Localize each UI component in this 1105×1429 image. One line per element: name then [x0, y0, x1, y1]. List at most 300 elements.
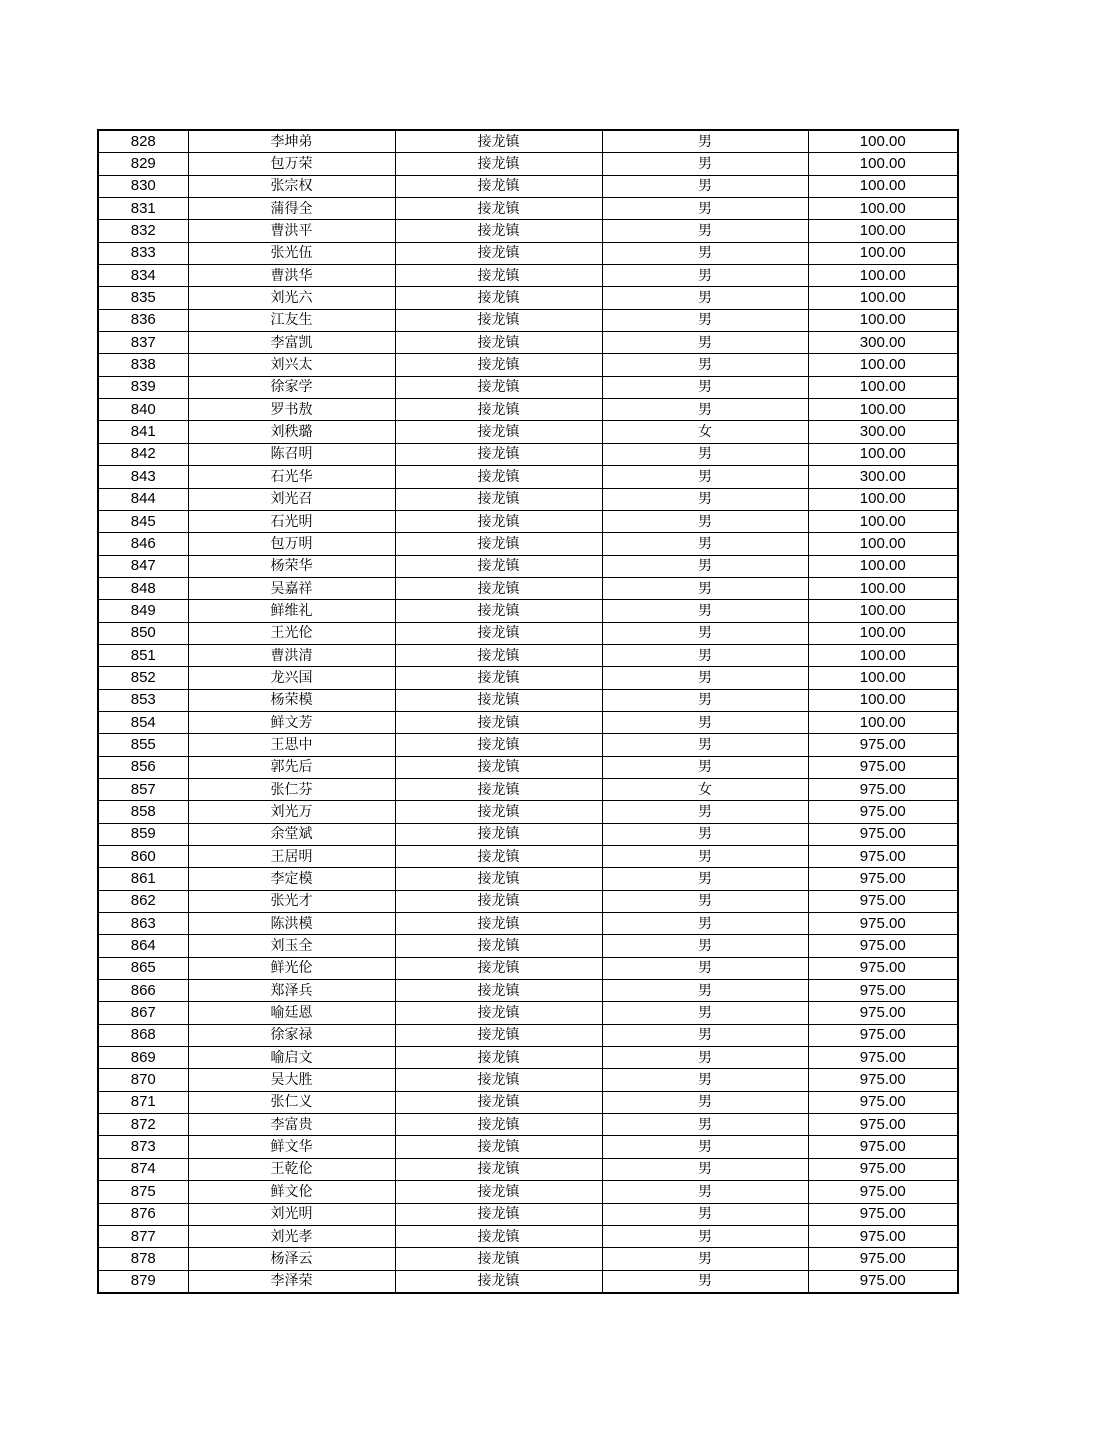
table-row — [98, 1203, 958, 1225]
table-row — [98, 421, 958, 443]
table-row — [98, 1047, 958, 1069]
cell-town: 接龙镇 — [395, 823, 602, 845]
cell-name: 王居明 — [188, 846, 395, 868]
cell-amount: 100.00 — [808, 376, 958, 398]
table-row — [98, 890, 958, 912]
cell-amount: 100.00 — [808, 488, 958, 510]
cell-number: 854 — [98, 711, 188, 733]
cell-name: 杨荣模 — [188, 689, 395, 711]
cell-gender: 男 — [602, 868, 808, 890]
cell-number: 874 — [98, 1158, 188, 1180]
cell-town: 接龙镇 — [395, 130, 602, 153]
cell-gender: 男 — [602, 890, 808, 912]
cell-name: 郭先后 — [188, 756, 395, 778]
cell-town: 接龙镇 — [395, 309, 602, 331]
cell-amount: 100.00 — [808, 242, 958, 264]
cell-town: 接龙镇 — [395, 421, 602, 443]
cell-gender: 男 — [602, 130, 808, 153]
cell-town: 接龙镇 — [395, 868, 602, 890]
table-row — [98, 778, 958, 800]
table-row — [98, 332, 958, 354]
table-row — [98, 466, 958, 488]
cell-gender: 女 — [602, 778, 808, 800]
table-row — [98, 1069, 958, 1091]
cell-amount: 975.00 — [808, 868, 958, 890]
cell-number: 842 — [98, 443, 188, 465]
cell-number: 838 — [98, 354, 188, 376]
cell-name: 曹洪清 — [188, 644, 395, 666]
table-row — [98, 846, 958, 868]
cell-gender: 男 — [602, 466, 808, 488]
cell-amount: 975.00 — [808, 778, 958, 800]
table-row — [98, 443, 958, 465]
cell-gender: 男 — [602, 1136, 808, 1158]
cell-gender: 男 — [602, 153, 808, 175]
cell-gender: 男 — [602, 265, 808, 287]
cell-amount: 975.00 — [808, 957, 958, 979]
table-row — [98, 399, 958, 421]
cell-amount: 100.00 — [808, 443, 958, 465]
cell-number: 858 — [98, 801, 188, 823]
data-table — [97, 129, 959, 1294]
table-row — [98, 823, 958, 845]
table-row — [98, 153, 958, 175]
cell-town: 接龙镇 — [395, 1091, 602, 1113]
cell-gender: 男 — [602, 622, 808, 644]
cell-amount: 100.00 — [808, 622, 958, 644]
cell-town: 接龙镇 — [395, 935, 602, 957]
cell-town: 接龙镇 — [395, 242, 602, 264]
cell-number: 834 — [98, 265, 188, 287]
cell-number: 870 — [98, 1069, 188, 1091]
cell-name: 包万明 — [188, 533, 395, 555]
cell-number: 864 — [98, 935, 188, 957]
cell-amount: 975.00 — [808, 935, 958, 957]
cell-name: 鲜文伦 — [188, 1181, 395, 1203]
cell-name: 刘光六 — [188, 287, 395, 309]
cell-name: 张仁义 — [188, 1091, 395, 1113]
table-row — [98, 935, 958, 957]
cell-name: 张光才 — [188, 890, 395, 912]
table-row — [98, 354, 958, 376]
cell-amount: 100.00 — [808, 644, 958, 666]
cell-number: 869 — [98, 1047, 188, 1069]
cell-number: 831 — [98, 198, 188, 220]
cell-town: 接龙镇 — [395, 466, 602, 488]
table-row — [98, 577, 958, 599]
cell-amount: 975.00 — [808, 1024, 958, 1046]
cell-town: 接龙镇 — [395, 801, 602, 823]
cell-town: 接龙镇 — [395, 198, 602, 220]
cell-number: 844 — [98, 488, 188, 510]
cell-amount: 100.00 — [808, 309, 958, 331]
cell-number: 835 — [98, 287, 188, 309]
table-row — [98, 287, 958, 309]
cell-gender: 男 — [602, 600, 808, 622]
cell-name: 张仁芬 — [188, 778, 395, 800]
table-row — [98, 309, 958, 331]
cell-number: 863 — [98, 913, 188, 935]
cell-town: 接龙镇 — [395, 756, 602, 778]
cell-name: 刘光明 — [188, 1203, 395, 1225]
cell-name: 王乾伦 — [188, 1158, 395, 1180]
table-body — [98, 130, 958, 1293]
cell-amount: 975.00 — [808, 1248, 958, 1270]
cell-town: 接龙镇 — [395, 913, 602, 935]
table-row — [98, 1091, 958, 1113]
cell-name: 李定模 — [188, 868, 395, 890]
cell-gender: 男 — [602, 667, 808, 689]
cell-number: 875 — [98, 1181, 188, 1203]
cell-name: 吴嘉祥 — [188, 577, 395, 599]
cell-number: 857 — [98, 778, 188, 800]
table-row — [98, 1158, 958, 1180]
cell-number: 841 — [98, 421, 188, 443]
cell-name: 刘玉全 — [188, 935, 395, 957]
cell-number: 866 — [98, 980, 188, 1002]
cell-amount: 300.00 — [808, 332, 958, 354]
cell-amount: 100.00 — [808, 600, 958, 622]
cell-amount: 100.00 — [808, 689, 958, 711]
table-row — [98, 1181, 958, 1203]
cell-town: 接龙镇 — [395, 1248, 602, 1270]
table-row — [98, 242, 958, 264]
cell-gender: 男 — [602, 1002, 808, 1024]
cell-name: 陈召明 — [188, 443, 395, 465]
cell-gender: 男 — [602, 1225, 808, 1247]
cell-amount: 975.00 — [808, 1181, 958, 1203]
table-row — [98, 376, 958, 398]
cell-name: 王思中 — [188, 734, 395, 756]
table-row — [98, 1136, 958, 1158]
cell-number: 852 — [98, 667, 188, 689]
cell-number: 830 — [98, 175, 188, 197]
cell-town: 接龙镇 — [395, 1069, 602, 1091]
cell-amount: 975.00 — [808, 1158, 958, 1180]
cell-gender: 男 — [602, 1024, 808, 1046]
cell-name: 鲜文芳 — [188, 711, 395, 733]
cell-amount: 100.00 — [808, 399, 958, 421]
cell-town: 接龙镇 — [395, 1136, 602, 1158]
cell-name: 刘兴太 — [188, 354, 395, 376]
cell-name: 曹洪华 — [188, 265, 395, 287]
cell-number: 829 — [98, 153, 188, 175]
cell-number: 833 — [98, 242, 188, 264]
cell-name: 鲜光伦 — [188, 957, 395, 979]
cell-town: 接龙镇 — [395, 287, 602, 309]
cell-amount: 975.00 — [808, 1047, 958, 1069]
cell-town: 接龙镇 — [395, 689, 602, 711]
cell-amount: 300.00 — [808, 466, 958, 488]
cell-name: 喻廷恩 — [188, 1002, 395, 1024]
cell-town: 接龙镇 — [395, 890, 602, 912]
cell-name: 郑泽兵 — [188, 980, 395, 1002]
cell-number: 871 — [98, 1091, 188, 1113]
table-row — [98, 533, 958, 555]
cell-gender: 男 — [602, 1114, 808, 1136]
cell-town: 接龙镇 — [395, 332, 602, 354]
cell-name: 刘光万 — [188, 801, 395, 823]
cell-name: 石光明 — [188, 510, 395, 532]
table-row — [98, 175, 958, 197]
cell-amount: 975.00 — [808, 801, 958, 823]
cell-amount: 300.00 — [808, 421, 958, 443]
cell-number: 855 — [98, 734, 188, 756]
cell-name: 罗书敖 — [188, 399, 395, 421]
cell-amount: 100.00 — [808, 510, 958, 532]
cell-number: 872 — [98, 1114, 188, 1136]
cell-gender: 男 — [602, 533, 808, 555]
cell-name: 余堂斌 — [188, 823, 395, 845]
table-row — [98, 130, 958, 153]
cell-number: 868 — [98, 1024, 188, 1046]
cell-name: 刘秩璐 — [188, 421, 395, 443]
cell-number: 845 — [98, 510, 188, 532]
table-row — [98, 1114, 958, 1136]
cell-gender: 男 — [602, 1091, 808, 1113]
cell-town: 接龙镇 — [395, 1181, 602, 1203]
table-row — [98, 980, 958, 1002]
cell-name: 刘光孝 — [188, 1225, 395, 1247]
cell-name: 张光伍 — [188, 242, 395, 264]
cell-town: 接龙镇 — [395, 1225, 602, 1247]
table-row — [98, 667, 958, 689]
cell-amount: 975.00 — [808, 980, 958, 1002]
cell-town: 接龙镇 — [395, 533, 602, 555]
cell-number: 828 — [98, 130, 188, 153]
cell-town: 接龙镇 — [395, 488, 602, 510]
table-row — [98, 1225, 958, 1247]
cell-amount: 100.00 — [808, 198, 958, 220]
cell-name: 江友生 — [188, 309, 395, 331]
cell-number: 848 — [98, 577, 188, 599]
cell-name: 喻启文 — [188, 1047, 395, 1069]
cell-amount: 100.00 — [808, 220, 958, 242]
cell-name: 李泽荣 — [188, 1270, 395, 1293]
cell-town: 接龙镇 — [395, 846, 602, 868]
cell-name: 张宗权 — [188, 175, 395, 197]
cell-town: 接龙镇 — [395, 600, 602, 622]
cell-town: 接龙镇 — [395, 376, 602, 398]
cell-gender: 男 — [602, 644, 808, 666]
table-row — [98, 622, 958, 644]
cell-name: 王光伦 — [188, 622, 395, 644]
cell-name: 李富凯 — [188, 332, 395, 354]
table-row — [98, 198, 958, 220]
cell-name: 龙兴国 — [188, 667, 395, 689]
cell-gender: 男 — [602, 1270, 808, 1293]
cell-town: 接龙镇 — [395, 778, 602, 800]
table-row — [98, 734, 958, 756]
cell-town: 接龙镇 — [395, 1114, 602, 1136]
cell-town: 接龙镇 — [395, 399, 602, 421]
cell-number: 846 — [98, 533, 188, 555]
cell-gender: 男 — [602, 689, 808, 711]
cell-town: 接龙镇 — [395, 734, 602, 756]
table-row — [98, 957, 958, 979]
cell-gender: 男 — [602, 1047, 808, 1069]
cell-amount: 975.00 — [808, 734, 958, 756]
cell-gender: 男 — [602, 1181, 808, 1203]
table-row — [98, 689, 958, 711]
cell-name: 徐家禄 — [188, 1024, 395, 1046]
cell-name: 曹洪平 — [188, 220, 395, 242]
cell-gender: 男 — [602, 220, 808, 242]
cell-number: 878 — [98, 1248, 188, 1270]
cell-number: 832 — [98, 220, 188, 242]
table-row — [98, 1024, 958, 1046]
cell-town: 接龙镇 — [395, 555, 602, 577]
cell-gender: 男 — [602, 175, 808, 197]
cell-name: 包万荣 — [188, 153, 395, 175]
cell-gender: 男 — [602, 309, 808, 331]
cell-number: 876 — [98, 1203, 188, 1225]
cell-number: 860 — [98, 846, 188, 868]
cell-gender: 男 — [602, 577, 808, 599]
cell-gender: 男 — [602, 242, 808, 264]
cell-number: 847 — [98, 555, 188, 577]
cell-gender: 男 — [602, 354, 808, 376]
cell-name: 陈洪模 — [188, 913, 395, 935]
cell-gender: 男 — [602, 198, 808, 220]
cell-name: 鲜文华 — [188, 1136, 395, 1158]
cell-gender: 男 — [602, 510, 808, 532]
cell-number: 859 — [98, 823, 188, 845]
cell-amount: 975.00 — [808, 1136, 958, 1158]
cell-number: 877 — [98, 1225, 188, 1247]
cell-number: 862 — [98, 890, 188, 912]
table-row — [98, 265, 958, 287]
cell-amount: 100.00 — [808, 577, 958, 599]
cell-number: 850 — [98, 622, 188, 644]
cell-name: 杨泽云 — [188, 1248, 395, 1270]
cell-gender: 男 — [602, 488, 808, 510]
cell-gender: 男 — [602, 555, 808, 577]
cell-amount: 975.00 — [808, 756, 958, 778]
cell-name: 李富贵 — [188, 1114, 395, 1136]
cell-amount: 975.00 — [808, 1270, 958, 1293]
cell-gender: 男 — [602, 1203, 808, 1225]
cell-name: 徐家学 — [188, 376, 395, 398]
cell-gender: 男 — [602, 756, 808, 778]
cell-amount: 975.00 — [808, 1091, 958, 1113]
table-row — [98, 711, 958, 733]
table-row — [98, 868, 958, 890]
table-row — [98, 801, 958, 823]
cell-gender: 男 — [602, 332, 808, 354]
cell-number: 865 — [98, 957, 188, 979]
cell-number: 849 — [98, 600, 188, 622]
cell-gender: 男 — [602, 734, 808, 756]
cell-gender: 男 — [602, 823, 808, 845]
cell-gender: 男 — [602, 399, 808, 421]
cell-amount: 100.00 — [808, 153, 958, 175]
cell-town: 接龙镇 — [395, 175, 602, 197]
cell-amount: 975.00 — [808, 1225, 958, 1247]
cell-name: 杨荣华 — [188, 555, 395, 577]
cell-amount: 975.00 — [808, 913, 958, 935]
cell-town: 接龙镇 — [395, 957, 602, 979]
cell-gender: 男 — [602, 1248, 808, 1270]
cell-town: 接龙镇 — [395, 667, 602, 689]
cell-amount: 100.00 — [808, 667, 958, 689]
cell-name: 吴大胜 — [188, 1069, 395, 1091]
table-row — [98, 644, 958, 666]
cell-town: 接龙镇 — [395, 443, 602, 465]
cell-amount: 100.00 — [808, 175, 958, 197]
cell-amount: 100.00 — [808, 555, 958, 577]
cell-gender: 男 — [602, 913, 808, 935]
table-row — [98, 1002, 958, 1024]
cell-town: 接龙镇 — [395, 1002, 602, 1024]
cell-gender: 男 — [602, 957, 808, 979]
cell-name: 鲜维礼 — [188, 600, 395, 622]
cell-gender: 男 — [602, 711, 808, 733]
cell-amount: 100.00 — [808, 130, 958, 153]
cell-town: 接龙镇 — [395, 1047, 602, 1069]
cell-town: 接龙镇 — [395, 220, 602, 242]
cell-town: 接龙镇 — [395, 510, 602, 532]
cell-number: 873 — [98, 1136, 188, 1158]
cell-name: 石光华 — [188, 466, 395, 488]
cell-amount: 975.00 — [808, 890, 958, 912]
cell-name: 李坤弟 — [188, 130, 395, 153]
cell-gender: 男 — [602, 801, 808, 823]
cell-gender: 男 — [602, 935, 808, 957]
cell-amount: 100.00 — [808, 287, 958, 309]
cell-amount: 100.00 — [808, 711, 958, 733]
cell-town: 接龙镇 — [395, 980, 602, 1002]
table-row — [98, 1270, 958, 1293]
cell-amount: 975.00 — [808, 1002, 958, 1024]
cell-amount: 975.00 — [808, 823, 958, 845]
table-row — [98, 913, 958, 935]
cell-number: 879 — [98, 1270, 188, 1293]
cell-gender: 男 — [602, 846, 808, 868]
table-row — [98, 220, 958, 242]
table-row — [98, 756, 958, 778]
cell-number: 867 — [98, 1002, 188, 1024]
cell-amount: 100.00 — [808, 354, 958, 376]
cell-amount: 100.00 — [808, 533, 958, 555]
table-row — [98, 555, 958, 577]
cell-town: 接龙镇 — [395, 354, 602, 376]
cell-town: 接龙镇 — [395, 1024, 602, 1046]
cell-amount: 975.00 — [808, 1203, 958, 1225]
cell-town: 接龙镇 — [395, 711, 602, 733]
cell-number: 853 — [98, 689, 188, 711]
cell-amount: 975.00 — [808, 1114, 958, 1136]
cell-town: 接龙镇 — [395, 577, 602, 599]
cell-town: 接龙镇 — [395, 265, 602, 287]
cell-number: 843 — [98, 466, 188, 488]
table-row — [98, 488, 958, 510]
cell-name: 蒲得全 — [188, 198, 395, 220]
cell-number: 851 — [98, 644, 188, 666]
cell-gender: 男 — [602, 287, 808, 309]
cell-number: 856 — [98, 756, 188, 778]
cell-town: 接龙镇 — [395, 622, 602, 644]
cell-number: 837 — [98, 332, 188, 354]
cell-number: 840 — [98, 399, 188, 421]
table-row — [98, 510, 958, 532]
cell-number: 839 — [98, 376, 188, 398]
cell-number: 861 — [98, 868, 188, 890]
cell-town: 接龙镇 — [395, 153, 602, 175]
cell-town: 接龙镇 — [395, 644, 602, 666]
cell-gender: 男 — [602, 376, 808, 398]
cell-gender: 男 — [602, 980, 808, 1002]
